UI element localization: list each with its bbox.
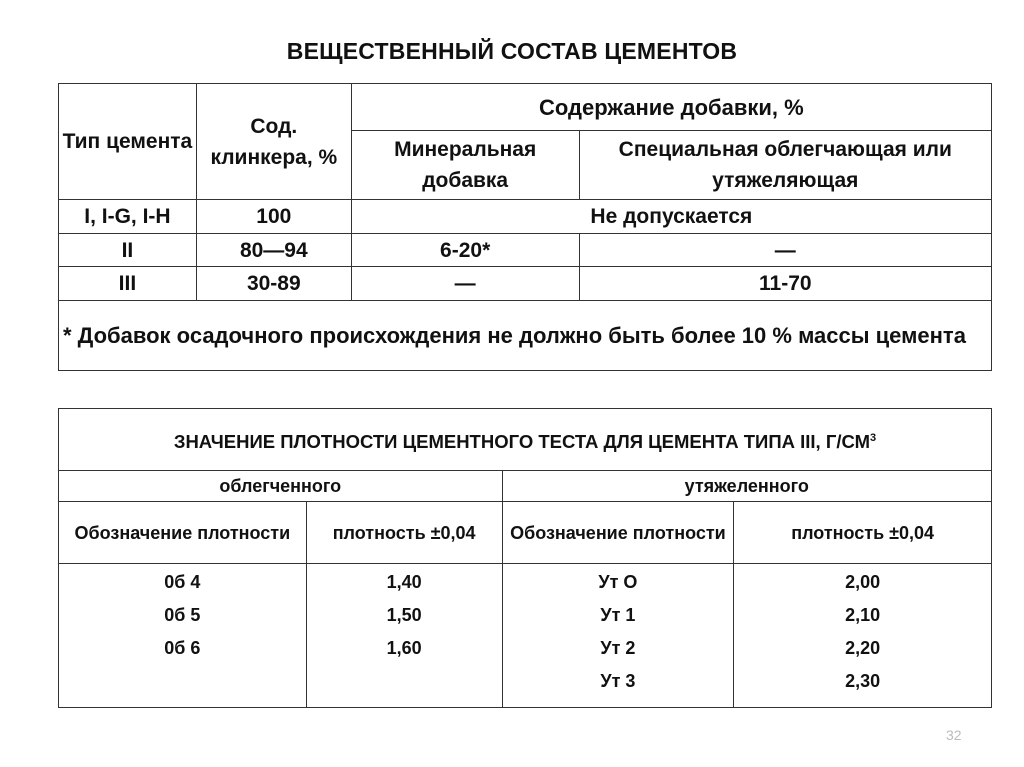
- header-mineral-additive: Минеральная добавка: [351, 131, 579, 200]
- light-designations-cell: [59, 564, 307, 708]
- list-item: 1,40: [386, 572, 422, 592]
- cell-mineral: 6-20*: [351, 234, 579, 267]
- list-item: 1,50: [386, 605, 422, 625]
- header-light-designation: Обозначение плотности: [59, 502, 307, 564]
- cell-cement-type: III: [59, 267, 197, 301]
- header-heavy-designation: Обозначение плотности: [502, 502, 734, 564]
- table-footnote: * Добавок осадочного происхождения не должно быть более 10 % массы цемента: [59, 301, 992, 371]
- table-row: [59, 200, 992, 234]
- header-clinker-content: Сод. клинкера, %: [196, 84, 351, 200]
- caption-superscript: 3: [870, 431, 877, 444]
- header-heavy: утяжеленного: [502, 471, 991, 502]
- list-item: 2,30: [845, 671, 881, 691]
- list-item: 2,00: [845, 572, 881, 592]
- list-item: 0б 6: [164, 638, 201, 658]
- cell-clinker: 80—94: [196, 234, 351, 267]
- cell-cement-type: II: [59, 234, 197, 267]
- list-item: 2,20: [845, 638, 881, 658]
- header-light-density: плотность ±0,04: [306, 502, 502, 564]
- cell-special: —: [579, 234, 991, 267]
- cell-additive-not-allowed: Не допускается: [351, 200, 991, 234]
- cell-clinker: 100: [196, 200, 351, 234]
- cell-special: 11-70: [579, 267, 991, 301]
- list-item: 2,10: [845, 605, 881, 625]
- header-light: облегченного: [59, 471, 503, 502]
- list-item: 0б 5: [164, 605, 201, 625]
- list-item: Ут 1: [600, 605, 636, 625]
- cell-mineral: —: [351, 267, 579, 301]
- header-heavy-density: плотность ±0,04: [734, 502, 992, 564]
- cell-cement-type: I, I-G, I-H: [59, 200, 197, 234]
- cement-density-table: [58, 408, 992, 708]
- list-item: 1,60: [386, 638, 422, 658]
- heavy-designations-cell: [502, 564, 734, 708]
- table-row: [59, 267, 992, 301]
- list-item: 0б 4: [164, 572, 201, 592]
- light-densities-cell: [306, 564, 502, 708]
- cell-clinker: 30-89: [196, 267, 351, 301]
- table-row: [59, 234, 992, 267]
- header-special-additive: Специальная облегчающая или утяжеляющая: [579, 131, 991, 200]
- cement-composition-table: [58, 83, 992, 371]
- list-item: Ут 3: [600, 671, 636, 691]
- list-item: Ут О: [598, 572, 638, 592]
- header-additive-content: Содержание добавки, %: [351, 84, 991, 131]
- density-table-caption: [59, 409, 992, 471]
- page-title: ВЕЩЕСТВЕННЫЙ СОСТАВ ЦЕМЕНТОВ: [286, 38, 738, 64]
- caption-text: ЗНАЧЕНИЕ ПЛОТНОСТИ ЦЕМЕНТНОГО ТЕСТА ДЛЯ ЦЕМЕНТА ТИПА III, Г/СМ: [173, 431, 870, 453]
- page-number: 32: [946, 727, 962, 743]
- header-cement-type: Тип цемента: [59, 84, 197, 200]
- heavy-densities-cell: [734, 564, 992, 708]
- list-item: Ут 2: [600, 638, 636, 658]
